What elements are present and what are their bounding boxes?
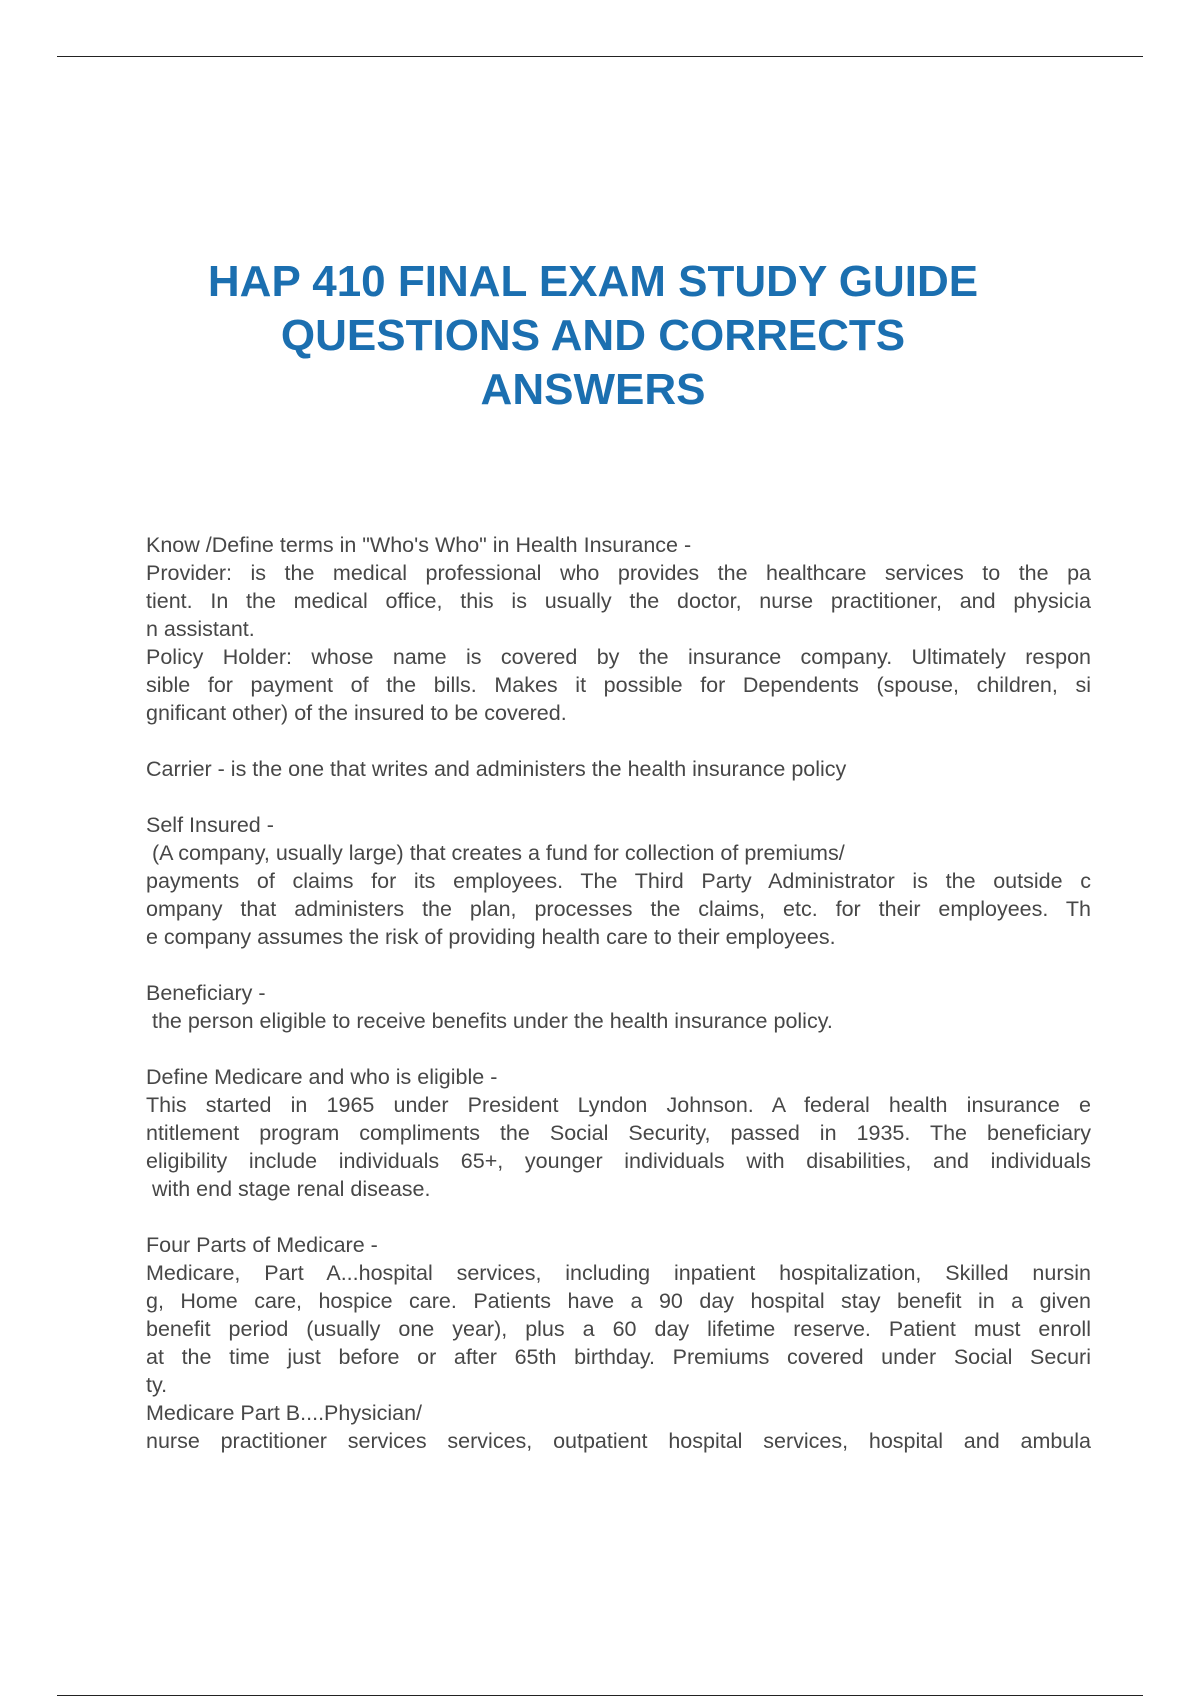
- paragraph-gap: [146, 951, 1091, 979]
- text-line: sible for payment of the bills. Makes it possible for Dependents (spouse, children, si: [146, 673, 1091, 697]
- document-body: [146, 531, 1091, 1455]
- text-line: Policy Holder: whose name is covered by the insurance company. Ultimately respon: [146, 645, 1091, 669]
- paragraph: [146, 811, 1091, 951]
- text-line: n assistant.: [146, 617, 255, 641]
- text-line: eligibility include individuals 65+, younger individuals with disabilities, and individuals: [146, 1149, 1091, 1173]
- paragraph: [146, 755, 1091, 783]
- text-line: Medicare, Part A...hospital services, including inpatient hospitalization, Skilled nursin: [146, 1261, 1091, 1285]
- text-line: nurse practitioner services services, outpatient hospital services, hospital and ambula: [146, 1429, 1091, 1453]
- text-line: Define Medicare and who is eligible -: [146, 1065, 498, 1089]
- text-line: ntitlement program compliments the Social Security, passed in 1935. The beneficiary: [146, 1121, 1091, 1145]
- text-line: with end stage renal disease.: [146, 1177, 431, 1201]
- text-line: gnificant other) of the insured to be covered.: [146, 701, 567, 725]
- paragraph-gap: [146, 783, 1091, 811]
- text-line: the person eligible to receive benefits under the health insurance policy.: [146, 1009, 833, 1033]
- paragraph: [146, 979, 1091, 1035]
- paragraph-gap: [146, 727, 1091, 755]
- text-line: g, Home care, hospice care. Patients have a 90 day hospital stay benefit in a given: [146, 1289, 1091, 1313]
- paragraph-gap: [146, 1203, 1091, 1231]
- text-line: at the time just before or after 65th birthday. Premiums covered under Social Securi: [146, 1345, 1091, 1369]
- document-title: [0, 255, 1186, 417]
- text-line: This started in 1965 under President Lyndon Johnson. A federal health insurance e: [146, 1093, 1091, 1117]
- text-line: benefit period (usually one year), plus a 60 day lifetime reserve. Patient must enroll: [146, 1317, 1091, 1341]
- paragraph: [146, 531, 1091, 727]
- text-line: (A company, usually large) that creates a fund for collection of premiums/: [146, 841, 845, 865]
- text-line: Provider: is the medical professional who provides the healthcare services to the pa: [146, 561, 1091, 585]
- text-line: Beneficiary -: [146, 981, 266, 1005]
- paragraph-gap: [146, 1035, 1091, 1063]
- paragraph: [146, 1063, 1091, 1203]
- header-rule: [57, 56, 1143, 57]
- text-line: tient. In the medical office, this is usually the doctor, nurse practitioner, and physicia: [146, 589, 1091, 613]
- text-line: ompany that administers the plan, processes the claims, etc. for their employees. Th: [146, 897, 1091, 921]
- footer-rule: [57, 1695, 1143, 1696]
- text-line: Carrier - is the one that writes and administers the health insurance policy: [146, 757, 847, 781]
- text-line: payments of claims for its employees. The Third Party Administrator is the outside c: [146, 869, 1091, 893]
- text-line: ty.: [146, 1373, 168, 1397]
- title-line: ANSWERS: [480, 365, 706, 414]
- text-line: e company assumes the risk of providing health care to their employees.: [146, 925, 836, 949]
- title-line: HAP 410 FINAL EXAM STUDY GUIDE: [207, 257, 979, 306]
- title-line: QUESTIONS AND CORRECTS: [280, 311, 906, 360]
- text-line: Medicare Part B....Physician/: [146, 1401, 423, 1425]
- text-line: Know /Define terms in "Who's Who" in Health Insurance -: [146, 533, 692, 557]
- paragraph: [146, 1231, 1091, 1455]
- text-line: Self Insured -: [146, 813, 274, 837]
- text-line: Four Parts of Medicare -: [146, 1233, 378, 1257]
